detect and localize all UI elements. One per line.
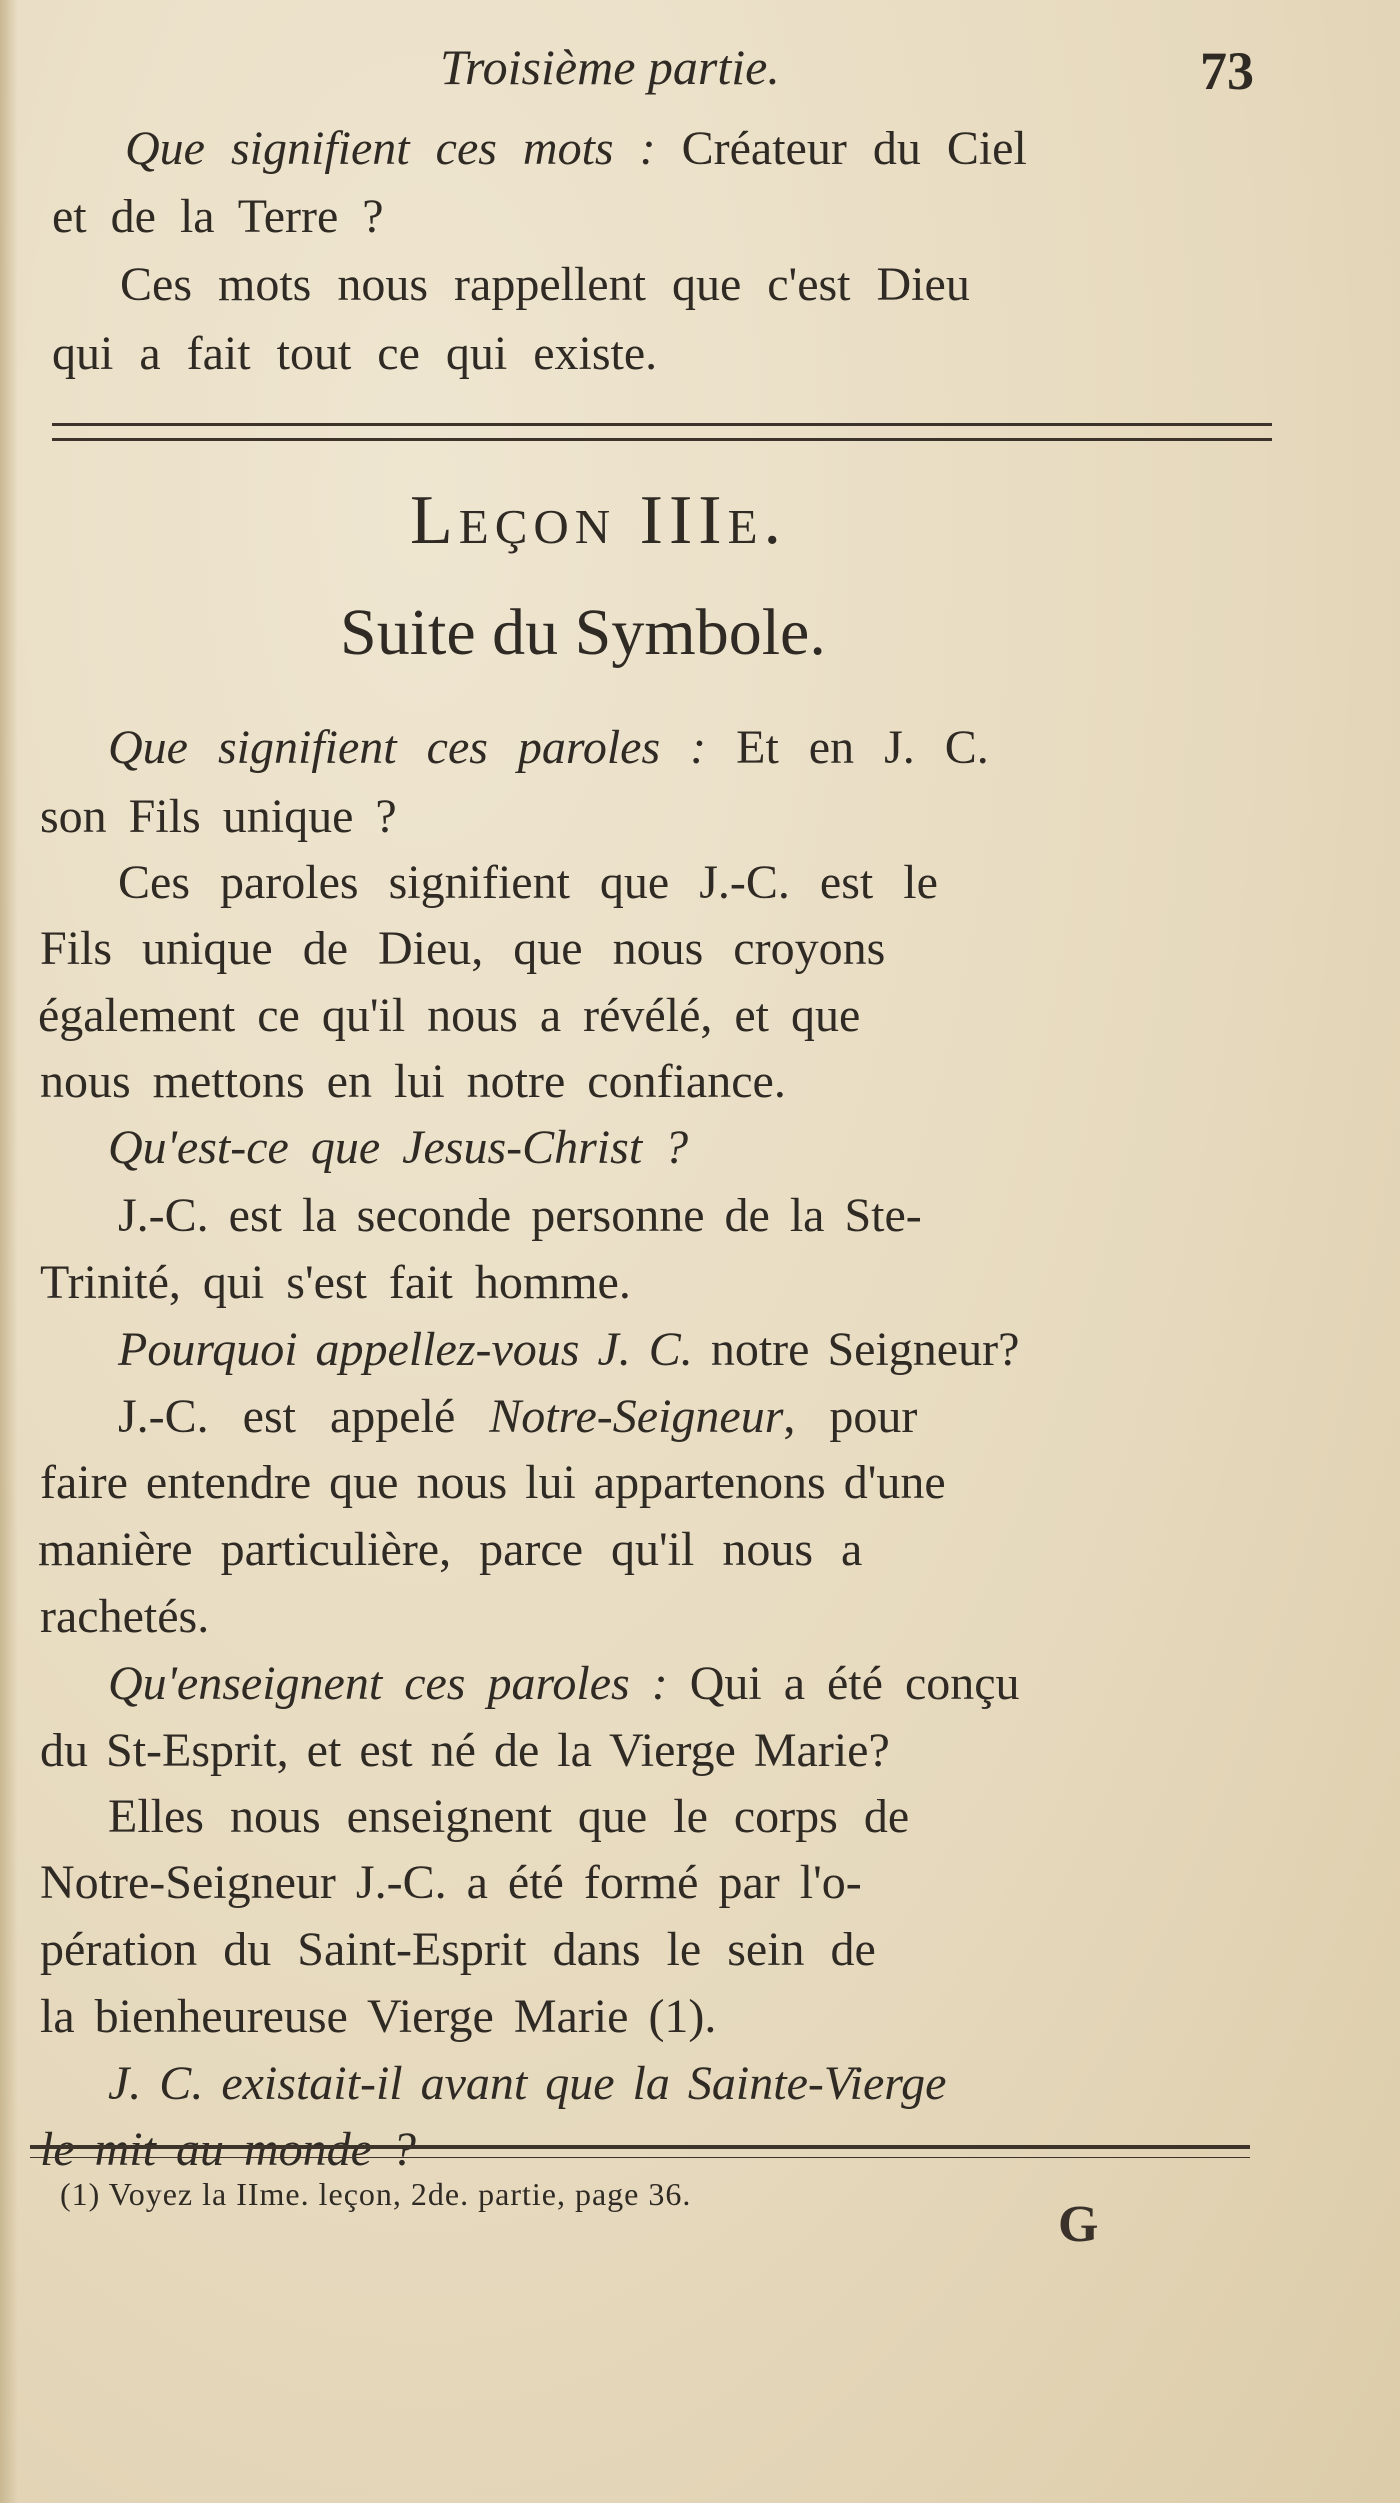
running-title: Troisième partie.	[440, 39, 780, 95]
text-line	[40, 1256, 631, 1309]
roman-text: notre Seigneur?	[710, 1323, 1020, 1376]
text-line	[40, 1590, 210, 1643]
text-line	[40, 1856, 862, 1909]
text-line	[40, 1990, 717, 2043]
italic-text: Pourquoi appellez-vous J. C.	[118, 1323, 711, 1376]
roman-text: Fils unique de Dieu, que nous croyons	[40, 922, 886, 975]
roman-text: Ces mots nous rappellent que c'est Dieu	[120, 258, 970, 311]
roman-text: du St-Esprit, et est né de la Vierge Marie?	[40, 1724, 890, 1777]
roman-text: Qui a été conçu	[689, 1657, 1020, 1710]
roman-text: Créateur du Ciel	[681, 122, 1027, 175]
text-line	[108, 1790, 910, 1843]
text-line	[120, 258, 970, 311]
italic-text: Qu'enseignent ces paroles :	[108, 1657, 690, 1710]
text-line	[38, 1523, 863, 1576]
roman-text: Et en J. C.	[736, 721, 989, 774]
roman-text: son Fils unique ?	[40, 790, 397, 843]
text-line	[108, 2057, 947, 2110]
text-line	[125, 122, 1027, 175]
roman-text: et de la Terre ?	[52, 190, 384, 243]
text-line	[118, 1390, 918, 1443]
roman-text: J.-C. est appelé	[118, 1390, 490, 1443]
roman-text: Ces paroles signifient que J.-C. est le	[118, 856, 938, 909]
italic-text: le mit au monde ?	[40, 2123, 416, 2176]
text-line	[118, 856, 938, 909]
text-line	[108, 1121, 689, 1174]
roman-text: manière particulière, parce qu'il nous a	[38, 1523, 863, 1576]
text-line	[40, 1923, 876, 1976]
italic-text: J. C. existait-il avant que la Sainte-Vierge	[108, 2057, 947, 2110]
footnote: (1) Voyez la IIme. leçon, 2de. partie, page 36.	[60, 2176, 692, 2212]
footnote-divider	[30, 2145, 1250, 2158]
italic-text: Que signifient ces paroles :	[108, 721, 737, 774]
text-line	[108, 721, 989, 774]
text-line	[118, 1323, 1020, 1376]
roman-text: Trinité, qui s'est fait homme.	[40, 1256, 631, 1309]
roman-text: rachetés.	[40, 1590, 210, 1643]
lesson-heading: Leçon IIIe.	[410, 482, 788, 559]
text-line	[118, 1189, 922, 1242]
text-line	[40, 1456, 946, 1509]
text-line	[40, 922, 886, 975]
roman-text: la bienheureuse Vierge Marie (1).	[40, 1990, 717, 2043]
text-line	[38, 989, 861, 1042]
text-line	[52, 190, 384, 243]
page-number: 73	[1200, 41, 1254, 101]
roman-text: Notre-Seigneur J.-C. a été formé par l'o-	[40, 1856, 862, 1909]
text-line	[40, 790, 397, 843]
roman-text: également ce qu'il nous a révélé, et que	[38, 989, 861, 1042]
italic-text: Qu'est-ce que Jesus-Christ ?	[108, 1121, 689, 1174]
roman-text: qui a fait tout ce qui existe.	[52, 327, 658, 380]
roman-text: , pour	[783, 1390, 918, 1443]
roman-text: J.-C. est la seconde personne de la Ste-	[118, 1189, 922, 1242]
roman-text: faire entendre que nous lui appartenons d'une	[40, 1456, 946, 1509]
text-line	[52, 327, 658, 380]
text-line	[40, 1055, 786, 1108]
signature-mark: G	[1058, 2196, 1099, 2253]
text-line	[40, 1724, 890, 1777]
italic-text: Que signifient ces mots :	[125, 122, 682, 175]
lesson-subheading: Suite du Symbole.	[340, 596, 826, 669]
italic-text: Notre-Seigneur	[489, 1390, 784, 1443]
text-line	[108, 1657, 1020, 1710]
roman-text: pération du Saint-Esprit dans le sein de	[40, 1923, 876, 1976]
page-edge-shadow	[0, 0, 18, 2503]
section-divider	[52, 423, 1272, 441]
roman-text: nous mettons en lui notre confiance.	[40, 1055, 786, 1108]
roman-text: Elles nous enseignent que le corps de	[108, 1790, 910, 1843]
